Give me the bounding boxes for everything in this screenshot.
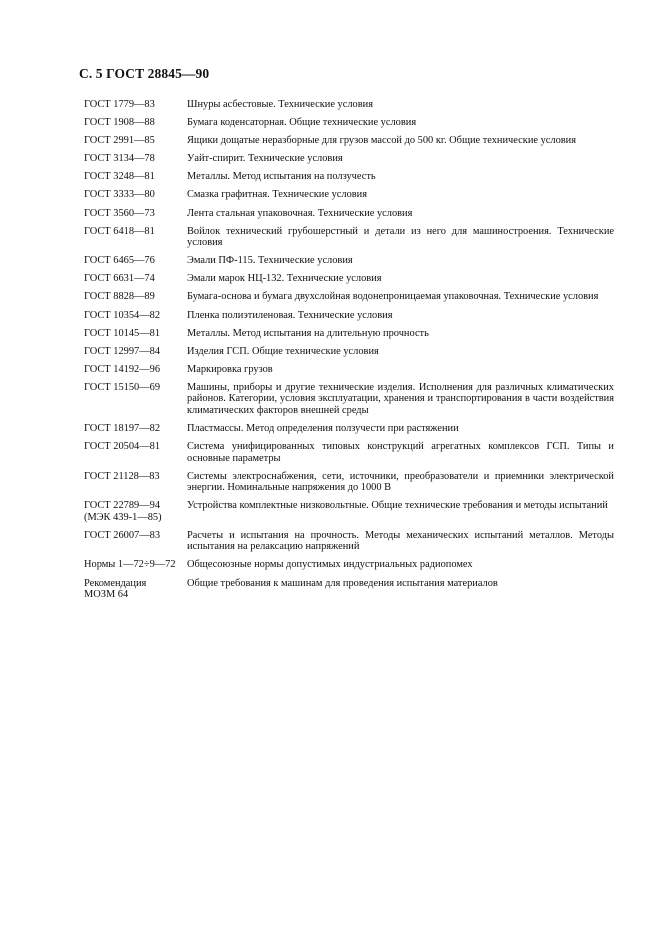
reference-title: Общие требования к машинам для проведения испытания материалов	[187, 577, 498, 589]
page-header: С. 5 ГОСТ 28845—90	[79, 66, 210, 81]
reference-code: ГОСТ 18197—82	[84, 423, 161, 434]
reference-code: ГОСТ 3248—81	[84, 171, 155, 183]
reference-title: Бумага коденсаторная. Общие технические условия	[187, 117, 417, 129]
reference-code: ГОСТ 21128—83	[84, 470, 160, 482]
reference-code: ГОСТ 6465—76	[84, 255, 155, 267]
reference-row	[84, 310, 614, 322]
reference-code: Рекомендация МОЗМ 64	[84, 577, 147, 601]
reference-row	[84, 346, 614, 358]
reference-title: Машины, приборы и другие технические изделия. Исполнения для различных климатических районов. Категории, условия эксплуатации, хранения и транспортирования в части воздействия климатических факторов внешней среды	[187, 381, 614, 416]
reference-title: Бумага-основа и бумага двухслойная водонепроницаемая упаковочная. Технические условия	[187, 291, 599, 303]
reference-list	[84, 99, 614, 607]
reference-row	[84, 578, 614, 601]
reference-code: ГОСТ 10145—81	[84, 327, 161, 339]
reference-code: ГОСТ 3134—78	[84, 153, 155, 165]
reference-row	[84, 255, 614, 267]
reference-row	[84, 471, 614, 494]
reference-title: Шнуры асбестовые. Технические условия	[187, 99, 373, 110]
reference-row	[84, 364, 614, 376]
reference-code: ГОСТ 26007—83	[84, 529, 161, 541]
reference-title: Общесоюзные нормы допустимых индустриальных радиопомех	[187, 559, 473, 571]
reference-row	[84, 382, 614, 417]
reference-row	[84, 226, 614, 249]
reference-row	[84, 208, 614, 220]
reference-row	[84, 423, 614, 435]
reference-code: ГОСТ 2991—85	[84, 135, 155, 147]
reference-title: Лента стальная упаковочная. Технические условия	[187, 207, 413, 219]
reference-title: Устройства комплектные низковольтные. Общие технические требования и методы испытаний	[187, 500, 608, 512]
reference-title: Металлы. Метод испытания на ползучесть	[187, 171, 376, 183]
reference-code: Нормы 1—72÷9—72	[84, 559, 176, 571]
reference-row	[84, 135, 614, 147]
reference-title: Пластмассы. Метод определения ползучести при растяжении	[187, 423, 459, 434]
reference-row	[84, 500, 614, 523]
reference-code: ГОСТ 14192—96	[84, 363, 161, 375]
reference-row	[84, 441, 614, 464]
reference-row	[84, 189, 614, 201]
reference-row	[84, 291, 614, 303]
reference-title: Металлы. Метод испытания на длительную прочность	[187, 327, 429, 339]
reference-row	[84, 273, 614, 285]
reference-code: ГОСТ 6418—81	[84, 225, 155, 237]
reference-code: ГОСТ 6631—74	[84, 273, 155, 285]
reference-title: Система унифицированных типовых конструкций агрегатных комплексов ГСП. Типы и основные параметры	[187, 441, 614, 464]
reference-code: ГОСТ 12997—84	[84, 345, 161, 357]
reference-row	[84, 117, 614, 129]
reference-code: ГОСТ 1779—83	[84, 99, 155, 110]
reference-title: Смазка графитная. Технические условия	[187, 189, 368, 201]
reference-row	[84, 530, 614, 553]
reference-code: ГОСТ 15150—69	[84, 381, 161, 393]
reference-row	[84, 559, 614, 571]
reference-code: ГОСТ 3333—80	[84, 189, 155, 201]
reference-title: Маркировка грузов	[187, 363, 273, 375]
reference-code: ГОСТ 20504—81	[84, 441, 161, 453]
reference-title: Ящики дощатые неразборные для грузов массой до 500 кг. Общие технические условия	[187, 135, 577, 147]
reference-row	[84, 153, 614, 165]
reference-title: Эмали марок НЦ-132. Технические условия	[187, 273, 382, 285]
reference-code: ГОСТ 1908—88	[84, 117, 155, 129]
reference-title: Эмали ПФ-115. Технические условия	[187, 255, 353, 267]
reference-title: Войлок технический грубошерстный и детали из него для машиностроения. Технические условия	[187, 225, 614, 249]
reference-title: Расчеты и испытания на прочность. Методы механических испытаний металлов. Методы испытания на релаксацию напряжений	[187, 529, 614, 553]
reference-code: ГОСТ 8828—89	[84, 291, 155, 303]
reference-code: ГОСТ 3560—73	[84, 207, 155, 219]
reference-code: ГОСТ 10354—82	[84, 309, 161, 321]
reference-row	[84, 328, 614, 340]
reference-title: Системы электроснабжения, сети, источники, преобразователи и приемники электрической энергии. Номинальные напряжения до 1000 В	[187, 470, 614, 494]
reference-title: Пленка полиэтиленовая. Технические условия	[187, 309, 393, 321]
reference-row	[84, 171, 614, 183]
reference-row	[84, 99, 614, 111]
reference-code: ГОСТ 22789—94 (МЭК 439-1—85)	[84, 500, 162, 523]
reference-title: Уайт-спирит. Технические условия	[187, 153, 343, 165]
reference-title: Изделия ГСП. Общие технические условия	[187, 345, 379, 357]
